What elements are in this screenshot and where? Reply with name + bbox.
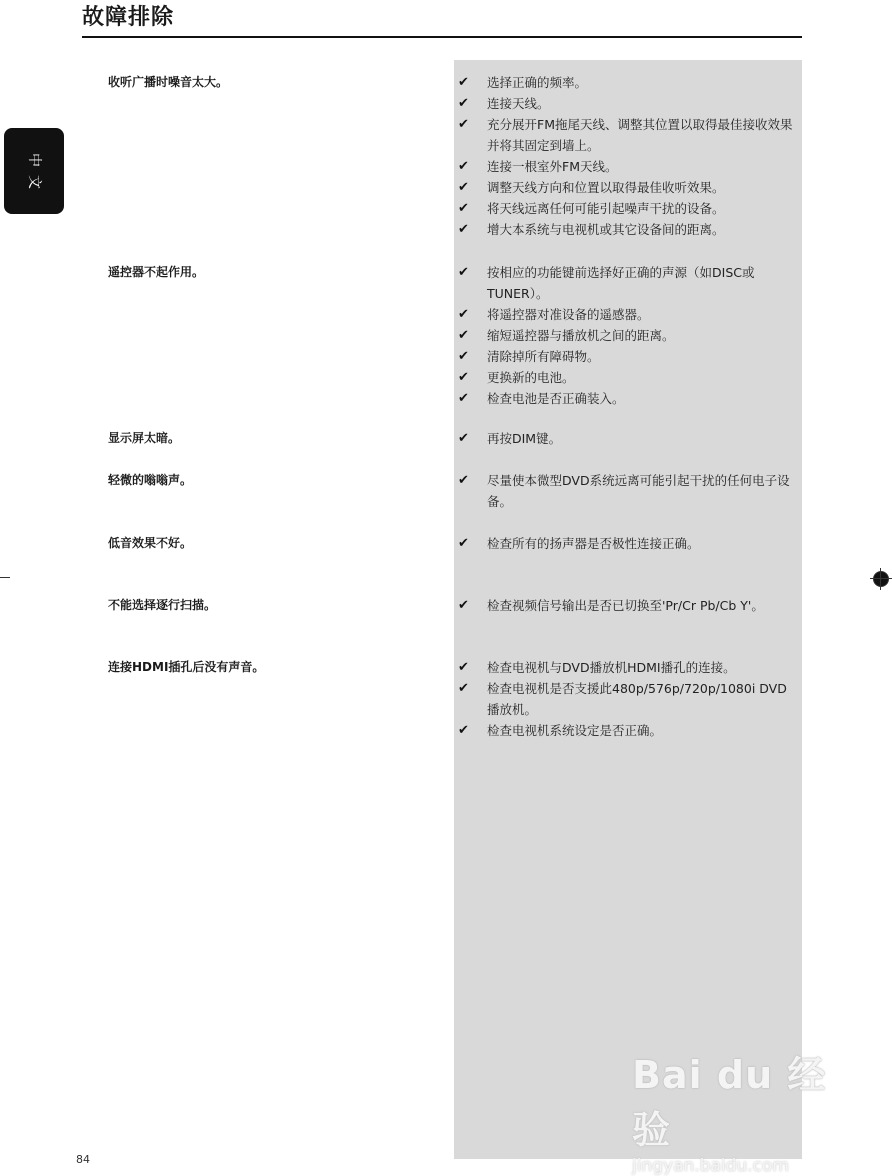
language-tab-char-2: 文 — [26, 175, 42, 189]
registration-mark-right — [873, 571, 889, 587]
solution-item — [458, 678, 803, 720]
checkmark-icon: ✔ — [458, 723, 469, 738]
solution-item — [458, 198, 803, 219]
solution-list — [458, 533, 803, 554]
solution-list — [458, 470, 803, 512]
solution-text: 再按DIM键。 — [487, 431, 562, 446]
solution-text: 选择正确的频率。 — [487, 75, 588, 90]
watermark-logo: Bai du 经验 — [632, 1053, 827, 1152]
solution-text: 充分展开FM拖尾天线、调整其位置以取得最佳接收效果并将其固定到墙上。 — [487, 117, 793, 153]
solution-text: 连接天线。 — [487, 96, 550, 111]
solution-text: 按相应的功能键前选择好正确的声源（如DISC或TUNER）。 — [487, 265, 755, 301]
solution-list — [458, 428, 803, 449]
solution-text: 调整天线方向和位置以取得最佳收听效果。 — [487, 180, 725, 195]
solution-item — [458, 367, 803, 388]
language-tab-char-1: 中 — [26, 153, 42, 167]
checkmark-icon: ✔ — [458, 222, 469, 237]
language-tab — [4, 128, 64, 214]
solution-item — [458, 595, 803, 616]
watermark-url: jingyan.baidu.com — [632, 1156, 789, 1176]
solution-text: 更换新的电池。 — [487, 370, 575, 385]
registration-mark-left — [0, 571, 6, 585]
checkmark-icon: ✔ — [458, 159, 469, 174]
solution-item — [458, 114, 803, 156]
title-underline — [82, 36, 802, 38]
solution-text: 增大本系统与电视机或其它设备间的距离。 — [487, 222, 725, 237]
solution-item — [458, 388, 803, 409]
problem-text: 不能选择逐行扫描。 — [108, 598, 217, 612]
solution-item — [458, 72, 803, 93]
solution-item — [458, 657, 803, 678]
checkmark-icon: ✔ — [458, 328, 469, 343]
checkmark-icon: ✔ — [458, 431, 469, 446]
solution-text: 检查电视机系统设定是否正确。 — [487, 723, 663, 738]
baidu-watermark — [632, 1022, 842, 1176]
solution-text: 检查视频信号输出是否已切换至'Pr/Cr Pb/Cb Y'。 — [487, 598, 764, 613]
checkmark-icon: ✔ — [458, 96, 469, 111]
checkmark-icon: ✔ — [458, 370, 469, 385]
checkmark-icon: ✔ — [458, 75, 469, 90]
solution-item — [458, 156, 803, 177]
solution-list — [458, 262, 803, 409]
checkmark-icon: ✔ — [458, 349, 469, 364]
solution-list — [458, 657, 803, 741]
problem-text: 低音效果不好。 — [108, 536, 193, 550]
solution-text: 检查所有的扬声器是否极性连接正确。 — [487, 536, 700, 551]
solution-item — [458, 325, 803, 346]
solution-text: 清除掉所有障碍物。 — [487, 349, 600, 364]
solution-item — [458, 720, 803, 741]
checkmark-icon: ✔ — [458, 660, 469, 675]
solution-item — [458, 470, 803, 512]
checkmark-icon: ✔ — [458, 536, 469, 551]
problem-text: 连接HDMI插孔后没有声音。 — [108, 660, 265, 674]
checkmark-icon: ✔ — [458, 180, 469, 195]
solution-text: 检查电视机与DVD播放机HDMI播孔的连接。 — [487, 660, 736, 675]
page-title: 故障排除 — [82, 5, 175, 30]
page-number: 84 — [76, 1153, 90, 1166]
solution-text: 将遥控器对准设备的遥感器。 — [487, 307, 650, 322]
solution-item — [458, 428, 803, 449]
problem-text: 收听广播时噪音太大。 — [108, 75, 229, 89]
solution-item — [458, 93, 803, 114]
problem-text: 轻微的嗡嗡声。 — [108, 473, 193, 487]
solution-item — [458, 177, 803, 198]
solution-item — [458, 533, 803, 554]
solution-item — [458, 219, 803, 240]
checkmark-icon: ✔ — [458, 117, 469, 132]
solution-item — [458, 262, 803, 304]
solution-text: 检查电视机是否支援此480p/576p/720p/1080i DVD 播放机。 — [487, 681, 787, 717]
solution-item — [458, 304, 803, 325]
solution-list — [458, 595, 803, 616]
problem-text: 显示屏太暗。 — [108, 431, 181, 445]
solution-item — [458, 346, 803, 367]
checkmark-icon: ✔ — [458, 681, 469, 696]
solution-text: 检查电池是否正确装入。 — [487, 391, 625, 406]
solution-text: 连接一根室外FM天线。 — [487, 159, 618, 174]
solution-list — [458, 72, 803, 240]
solution-text: 尽量使本微型DVD系统远离可能引起干扰的任何电子设备。 — [487, 473, 790, 509]
checkmark-icon: ✔ — [458, 598, 469, 613]
checkmark-icon: ✔ — [458, 473, 469, 488]
checkmark-icon: ✔ — [458, 307, 469, 322]
solution-text: 将天线远离任何可能引起噪声干扰的设备。 — [487, 201, 725, 216]
checkmark-icon: ✔ — [458, 391, 469, 406]
checkmark-icon: ✔ — [458, 265, 469, 280]
checkmark-icon: ✔ — [458, 201, 469, 216]
problem-text: 遥控器不起作用。 — [108, 265, 205, 279]
solution-text: 缩短遥控器与播放机之间的距离。 — [487, 328, 675, 343]
